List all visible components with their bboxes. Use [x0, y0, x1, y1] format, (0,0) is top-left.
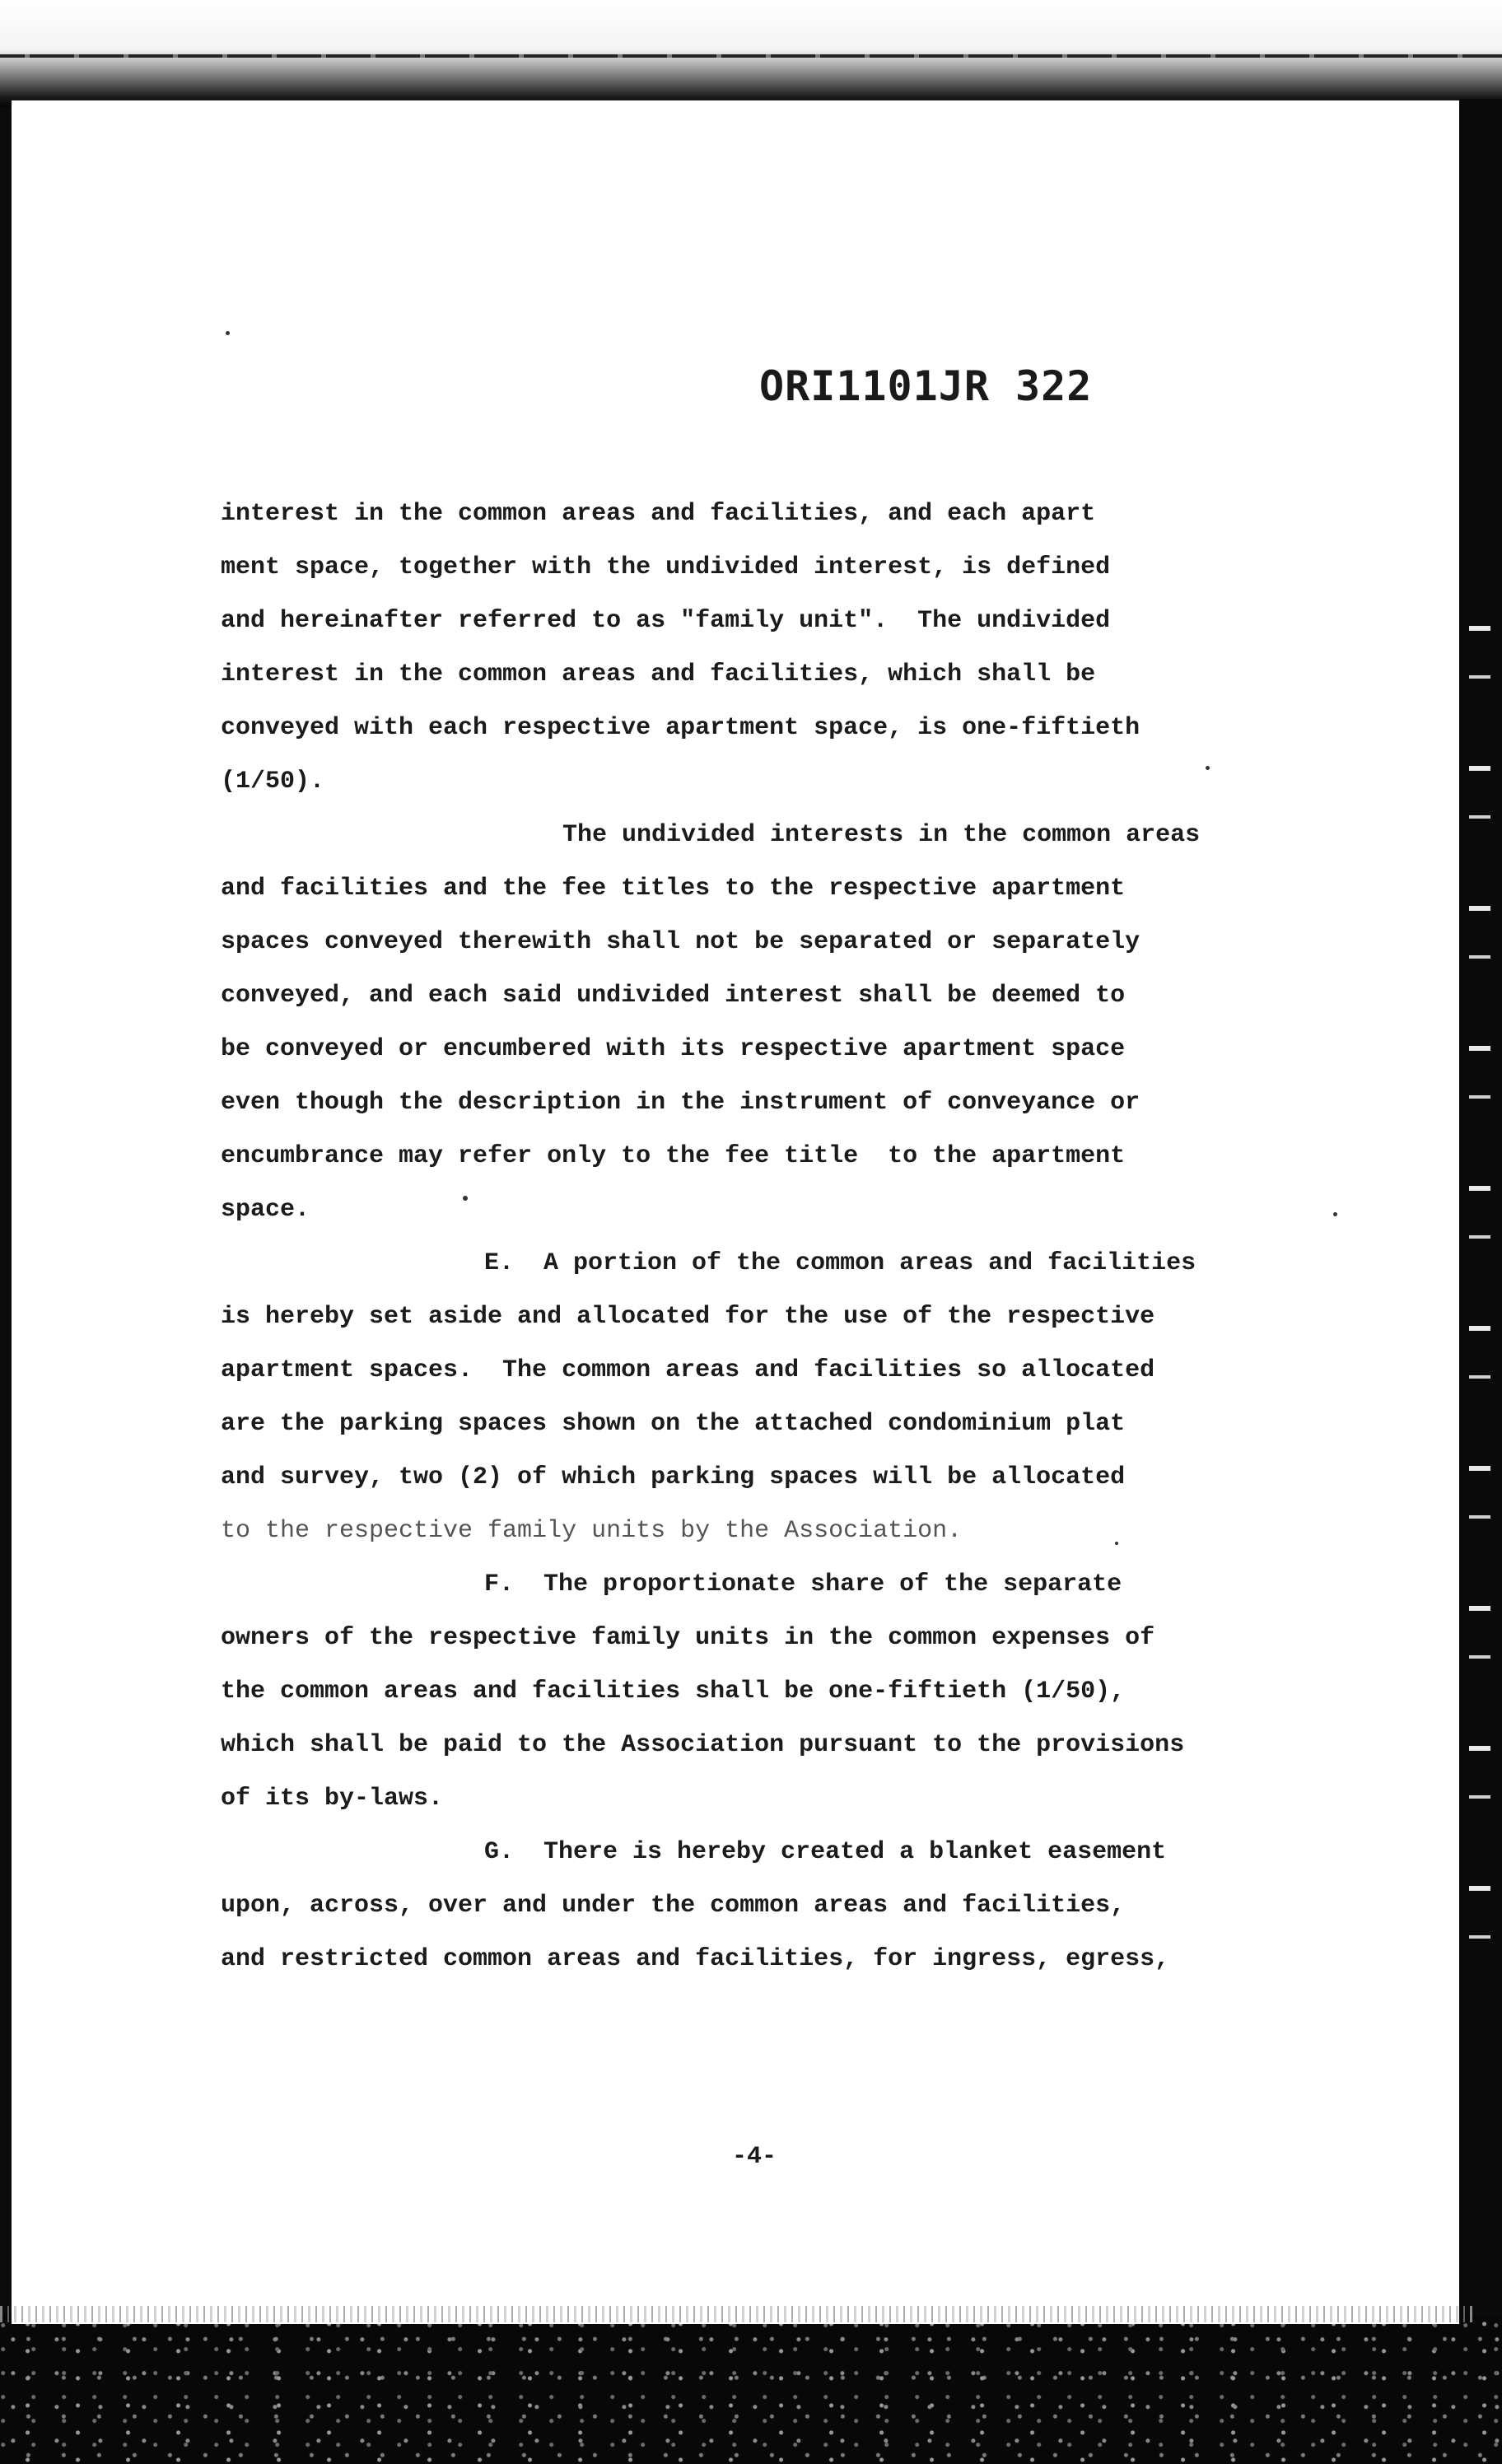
recording-header-code: ORI1101JR 322	[759, 362, 1093, 410]
text-line: apartment spaces. The common areas and facilities so allocated	[221, 1356, 1155, 1384]
text-line: is hereby set aside and allocated for the use of the respective	[221, 1303, 1155, 1331]
text-line: are the parking spaces shown on the attached condominium plat	[221, 1410, 1126, 1438]
scan-top-edge	[0, 0, 1502, 107]
text-line: encumbrance may refer only to the fee title to the apartment	[221, 1142, 1126, 1170]
paragraph-g	[221, 1826, 1374, 1986]
text-line: to the respective family units by the Association.	[221, 1517, 963, 1545]
text-line: G. There is hereby created a blanket easement	[484, 1838, 1167, 1866]
scan-bottom-noise	[0, 2306, 1474, 2322]
scan-top-rule	[0, 54, 1502, 58]
paragraph-e	[221, 1237, 1374, 1558]
text-line: which shall be paid to the Association pursuant to the provisions	[221, 1731, 1185, 1759]
paragraph-interest	[221, 488, 1374, 809]
scan-bottom-edge	[0, 2316, 1502, 2464]
text-line: the common areas and facilities shall be one-fiftieth (1/50),	[221, 1678, 1126, 1706]
text-line: interest in the common areas and facilities, which shall be	[221, 660, 1096, 688]
text-line: and facilities and the fee titles to the respective apartment	[221, 875, 1126, 903]
text-line: space.	[221, 1196, 310, 1224]
page-number: -4-	[732, 2143, 777, 2171]
text-line: and hereinafter referred to as "family unit". The undivided	[221, 607, 1111, 635]
text-line: E. A portion of the common areas and facilities	[484, 1249, 1196, 1277]
text-line: F. The proportionate share of the separate	[484, 1570, 1122, 1598]
text-line: interest in the common areas and facilities, and each apart	[221, 500, 1096, 528]
text-line: conveyed with each respective apartment space, is one-fiftieth	[221, 714, 1140, 742]
text-line: (1/50).	[221, 768, 325, 796]
text-line: be conveyed or encumbered with its respective apartment space	[221, 1035, 1126, 1063]
document-body	[221, 488, 1374, 1986]
text-line: even though the description in the instrument of conveyance or	[221, 1089, 1140, 1117]
document-page	[12, 100, 1459, 2324]
text-line: and restricted common areas and facilities, for ingress, egress,	[221, 1945, 1170, 1973]
text-line: spaces conveyed therewith shall not be separated or separately	[221, 928, 1140, 956]
paragraph-f	[221, 1558, 1374, 1826]
scan-speck	[226, 331, 230, 335]
text-line: and survey, two (2) of which parking spaces will be allocated	[221, 1463, 1126, 1491]
scan-right-marks	[1469, 576, 1490, 1976]
text-line: of its by-laws.	[221, 1785, 444, 1813]
text-line: ment space, together with the undivided interest, is defined	[221, 553, 1111, 581]
text-line: owners of the respective family units in the common expenses of	[221, 1624, 1155, 1652]
text-line: conveyed, and each said undivided interest shall be deemed to	[221, 982, 1126, 1010]
paragraph-undivided-interests	[221, 809, 1374, 1237]
text-line: The undivided interests in the common areas	[562, 821, 1201, 849]
text-line: upon, across, over and under the common areas and facilities,	[221, 1892, 1126, 1920]
